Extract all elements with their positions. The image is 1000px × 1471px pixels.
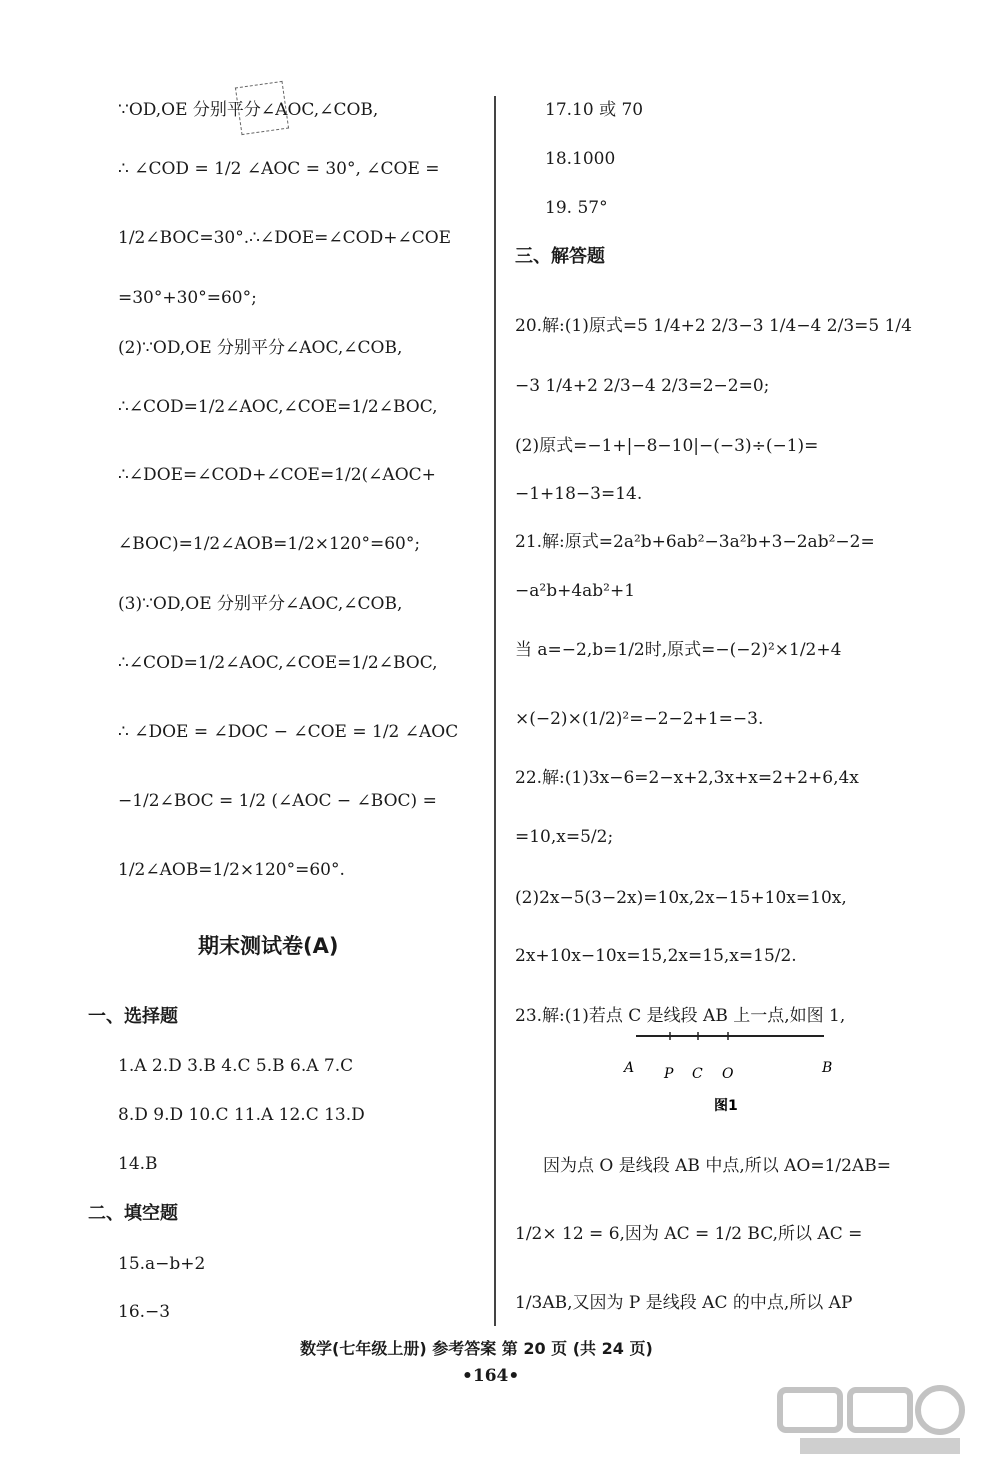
text-line: 20.解:(1)原式=5 1/4+2 2/3−3 1/4−4 2/3=5 1/4 [515, 316, 912, 336]
section-heading-solve: 三、解答题 [515, 246, 605, 267]
text-line: ∠BOC)=1/2∠AOB=1/2×120°=60°; [118, 534, 421, 554]
watermark-box [780, 1390, 840, 1430]
fill-answer: 15.a−b+2 [118, 1254, 206, 1274]
text-line: 23.解:(1)若点 C 是线段 AB 上一点,如图 1, [515, 1006, 846, 1026]
text-line: ∴ ∠COD = 1/2 ∠AOC = 30°, ∠COE = [118, 159, 440, 179]
text-line: ∴∠DOE=∠COD+∠COE=1/2(∠AOC+ [118, 465, 436, 485]
text-line: −3 1/4+2 2/3−4 2/3=2−2=0; [515, 376, 770, 396]
text-line: =30°+30°=60°; [118, 288, 257, 308]
page-number: •164• [462, 1366, 520, 1386]
fill-answer: 19. 57° [545, 198, 608, 218]
point-a-label: A [624, 1060, 635, 1076]
text-line: =10,x=5/2; [515, 827, 614, 847]
point-o-label: O [722, 1066, 734, 1082]
section-heading-choice: 一、选择题 [88, 1006, 178, 1027]
watermark-ring [918, 1388, 962, 1432]
segment-figure [620, 1028, 840, 1118]
text-line: 1/3AB,又因为 P 是线段 AC 的中点,所以 AP [515, 1293, 853, 1313]
watermark-glyphs [780, 1388, 962, 1454]
choice-answers: 14.B [118, 1154, 158, 1174]
text-line: 当 a=−2,b=1/2时,原式=−(−2)²×1/2+4 [515, 640, 842, 660]
page-footer: 数学(七年级上册) 参考答案 第 20 页 (共 24 页) [300, 1339, 653, 1358]
text-line: 1/2∠BOC=30°.∴∠DOE=∠COD+∠COE [118, 228, 452, 248]
choice-answers: 1.A 2.D 3.B 4.C 5.B 6.A 7.C [118, 1056, 354, 1076]
fill-answer: 17.10 或 70 [545, 100, 644, 120]
text-line: −a²b+4ab²+1 [515, 581, 636, 601]
text-line: ∴ ∠DOE = ∠DOC − ∠COE = 1/2 ∠AOC [118, 722, 459, 742]
text-line: (2)2x−5(3−2x)=10x,2x−15+10x=10x, [515, 888, 847, 908]
text-line: 21.解:原式=2a²b+6ab²−3a²b+3−2ab²−2= [515, 532, 875, 552]
point-c-label: C [692, 1066, 703, 1082]
fill-answer: 16.−3 [118, 1302, 171, 1322]
figure-caption: 图1 [714, 1098, 738, 1114]
text-line: ∵OD,OE 分别平分∠AOC,∠COB, [118, 100, 379, 120]
text-line: (2)原式=−1+|−8−10|−(−3)÷(−1)= [515, 436, 819, 456]
watermark-logo [760, 1380, 990, 1460]
point-p-label: P [664, 1066, 674, 1082]
text-line: −1+18−3=14. [515, 484, 643, 504]
text-line: 1/2× 12 = 6,因为 AC = 1/2 BC,所以 AC = [515, 1224, 863, 1244]
watermark-bar [800, 1438, 960, 1454]
text-line: ∴∠COD=1/2∠AOC,∠COE=1/2∠BOC, [118, 653, 438, 673]
column-divider [494, 96, 496, 1326]
text-line: −1/2∠BOC = 1/2 (∠AOC − ∠BOC) = [118, 791, 437, 811]
fill-answer: 18.1000 [545, 149, 616, 169]
section-heading-fill: 二、填空题 [88, 1203, 178, 1224]
watermark-box [850, 1390, 910, 1430]
point-b-label: B [822, 1060, 833, 1076]
choice-answers: 8.D 9.D 10.C 11.A 12.C 13.D [118, 1105, 365, 1125]
text-line: 2x+10x−10x=15,2x=15,x=15/2. [515, 946, 797, 966]
text-line: 1/2∠AOB=1/2×120°=60°. [118, 860, 345, 880]
exam-title: 期末测试卷(A) [198, 934, 339, 958]
text-line: 22.解:(1)3x−6=2−x+2,3x+x=2+2+6,4x [515, 768, 859, 788]
text-line: (2)∵OD,OE 分别平分∠AOC,∠COB, [118, 338, 403, 358]
text-line: ×(−2)×(1/2)²=−2−2+1=−3. [515, 709, 764, 729]
text-line: 因为点 O 是线段 AB 中点,所以 AO=1/2AB= [543, 1156, 891, 1176]
text-line: ∴∠COD=1/2∠AOC,∠COE=1/2∠BOC, [118, 397, 438, 417]
text-line: (3)∵OD,OE 分别平分∠AOC,∠COB, [118, 594, 403, 614]
